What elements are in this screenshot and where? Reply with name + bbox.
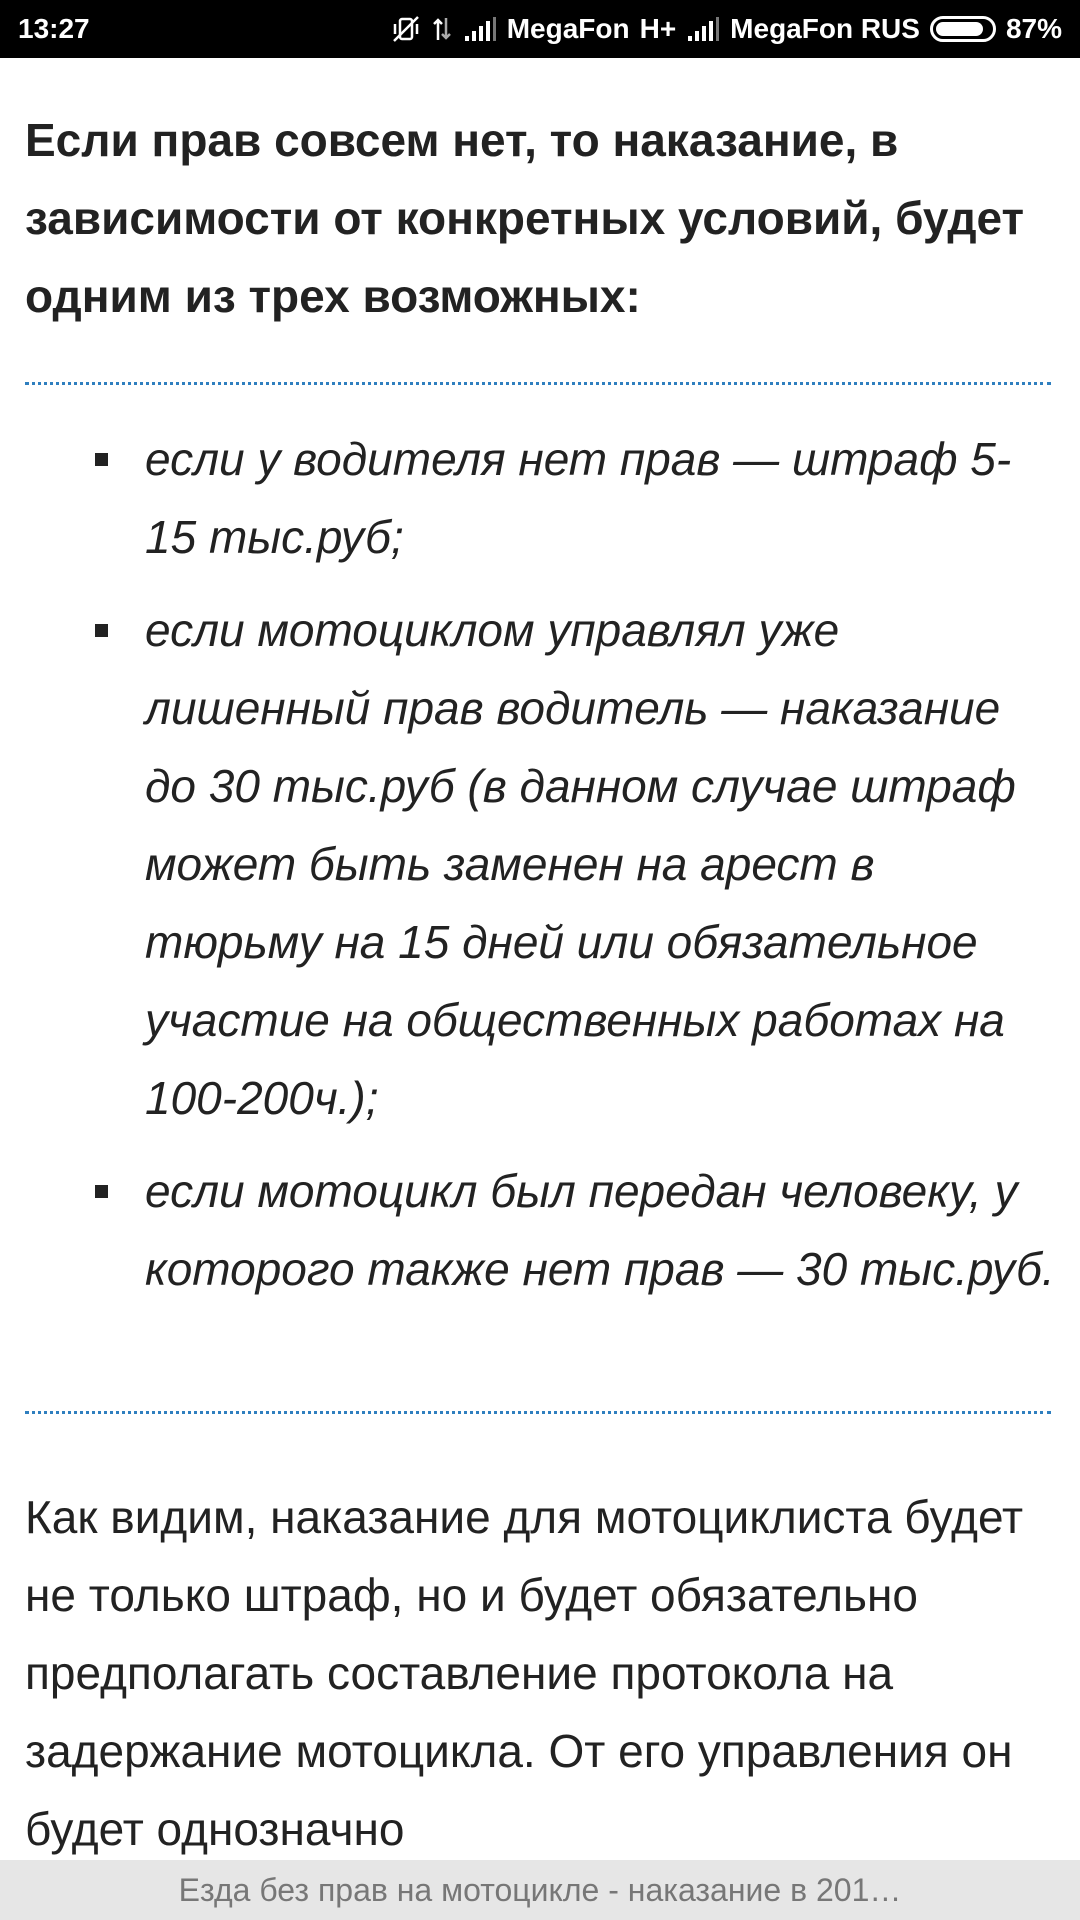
bullet-icon xyxy=(95,453,108,466)
bullet-icon xyxy=(95,1185,108,1198)
network-type-label: H+ xyxy=(639,13,677,44)
carrier-2-label: MegaFon RUS xyxy=(730,13,920,44)
signal-icon xyxy=(463,16,497,42)
list-item xyxy=(0,420,1080,576)
article-content[interactable] xyxy=(0,58,1080,1860)
status-time: 13:27 xyxy=(18,13,90,44)
carrier-1-label: MegaFon xyxy=(506,13,630,44)
battery-icon xyxy=(930,16,996,42)
penalty-text: если мотоциклом управлял уже лишенный прав водитель — наказание до 30 тыс.руб (в данном случае штраф может быть заменен на арест в тюрьму на 15 дней или обязательное участие на общественных работах на 100-200ч.); xyxy=(145,604,1016,1124)
status-indicators xyxy=(391,0,1062,58)
penalty-text: если у водителя нет прав — штраф 5-15 тыс.руб; xyxy=(145,433,1012,563)
status-bar xyxy=(0,0,1080,58)
bullet-icon xyxy=(95,624,108,637)
page-title: Езда без прав на мотоцикле - наказание в 201… xyxy=(178,1872,902,1908)
page-title-bar[interactable] xyxy=(0,1860,1080,1920)
list-item xyxy=(0,1152,1080,1308)
vibrate-off-icon xyxy=(391,14,421,44)
intro-heading: Если прав совсем нет, то наказание, в зависимости от конкретных условий, будет одним из трех возможных: xyxy=(25,114,1025,322)
data-transfer-icon xyxy=(431,14,453,44)
bottom-divider xyxy=(25,1411,1051,1414)
body-paragraph: Как видим, наказание для мотоциклиста будет не только штраф, но и будет обязательно предполагать составление протокола на задержание мотоцикла. От его управления он будет однозначно xyxy=(25,1491,1024,1855)
penalty-text: если мотоцикл был передан человеку, у которого также нет прав — 30 тыс.руб. xyxy=(145,1165,1055,1295)
list-item xyxy=(0,591,1080,1137)
battery-level xyxy=(936,22,983,36)
battery-percent: 87% xyxy=(1005,13,1062,44)
top-divider xyxy=(25,382,1051,385)
penalty-list xyxy=(0,420,1080,1323)
signal-icon xyxy=(686,16,720,42)
